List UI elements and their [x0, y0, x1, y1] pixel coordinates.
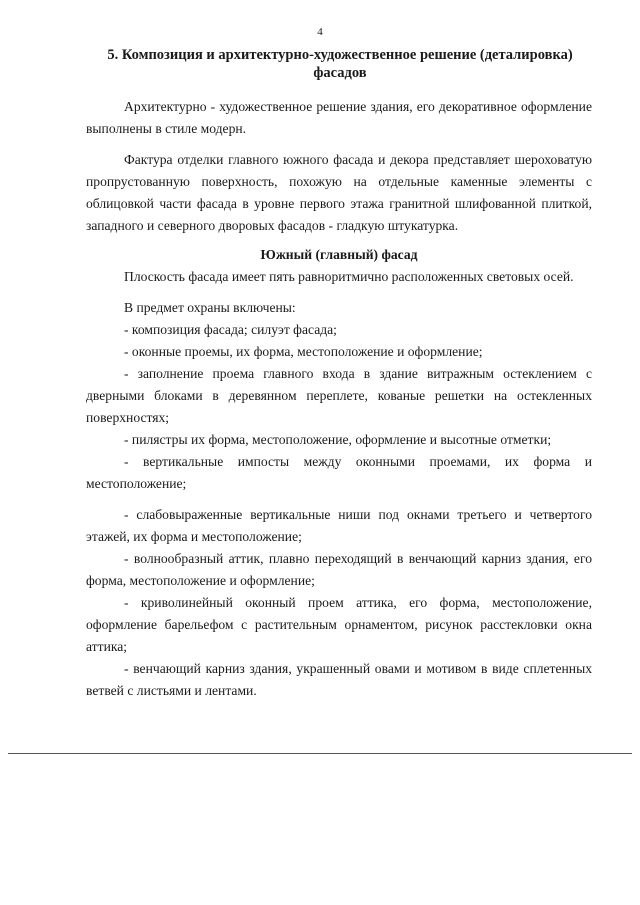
document-body [86, 96, 592, 702]
protection-item: - заполнение проема главного входа в здание витражным остеклением с дверными блоками в деревянном переплете, кованые решетки на остекленных поверхностях; [86, 366, 592, 425]
page-bottom-rule [8, 753, 632, 754]
paragraph-facade-axes: Плоскость фасада имеет пять равноритмично расположенных световых осей. [124, 269, 574, 284]
protection-item: - композиция фасада; силуэт фасада; [124, 322, 337, 337]
subheading-south-facade: Южный (главный) фасад [260, 247, 418, 262]
protection-item: - венчающий карниз здания, украшенный овами и мотивом в виде сплетенных ветвей с листьями и лентами. [86, 661, 592, 698]
protection-item: - вертикальные импосты между оконными проемами, их форма и местоположение; [86, 454, 592, 491]
protection-item: - пилястры их форма, местоположение, оформление и высотные отметки; [124, 432, 552, 447]
paragraph-style: Архитектурно - художественное решение здания, его декоративное оформление выполнены в стиле модерн. [86, 99, 592, 136]
page-number: 4 [317, 26, 323, 38]
protection-item: - слабовыраженные вертикальные ниши под окнами третьего и четвертого этажей, их форма и местоположение; [86, 507, 592, 544]
paragraph-texture: Фактура отделки главного южного фасада и декора представляет шероховатую пропрустованную поверхность, похожую на отдельные каменные элементы с облицовкой части фасада в уровне первого этажа гранитной шлифованной плиткой, западного и северного дворовых фасадов - гладкую штукатурка. [86, 152, 592, 233]
protection-item: - оконные проемы, их форма, местоположение и оформление; [124, 344, 483, 359]
protection-intro: В предмет охраны включены: [124, 300, 296, 315]
protection-item: - криволинейный оконный проем аттика, его форма, местоположение, оформление барельефом с растительным орнаментом, рисунок расстекловки окна аттика; [86, 595, 592, 654]
protection-item: - волнообразный аттик, плавно переходящий в венчающий карниз здания, его форма, местоположение и оформление; [86, 551, 592, 588]
section-heading: 5. Композиция и архитектурно-художественное решение (деталировка) фасадов [107, 47, 573, 81]
